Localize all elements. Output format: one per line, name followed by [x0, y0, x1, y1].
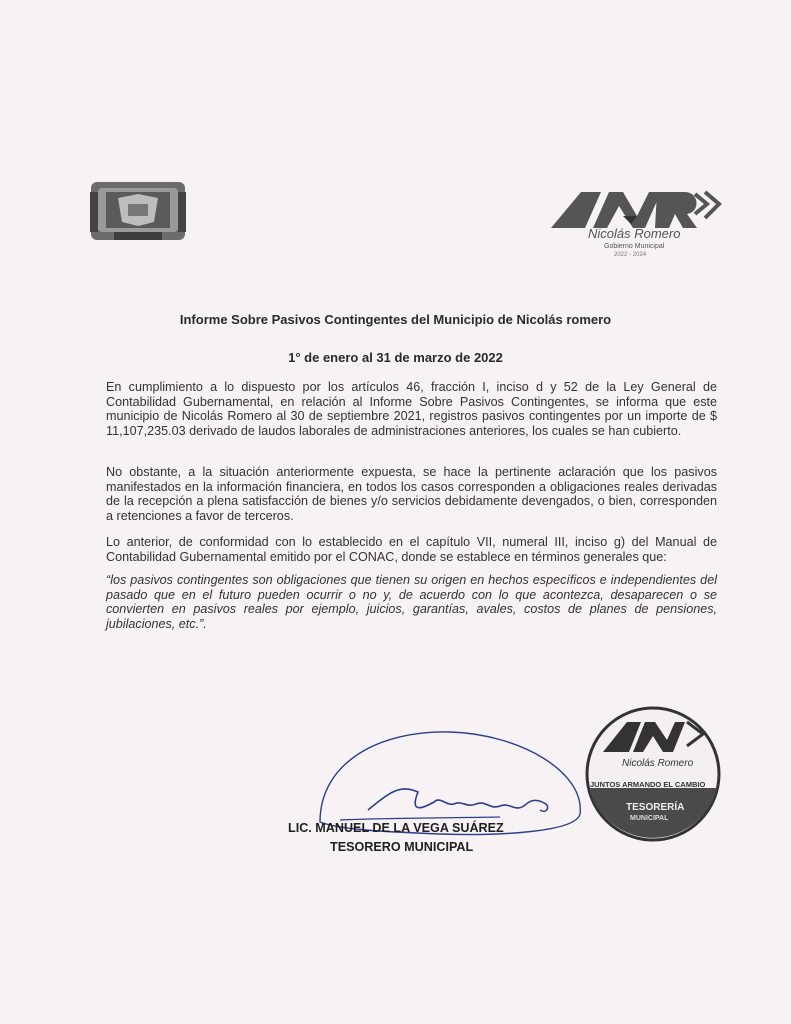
seal-municipality: Nicolás Romero — [622, 758, 694, 769]
seal-office: TESORERÍA — [626, 802, 685, 813]
signer-name: LIC. MANUEL DE LA VEGA SUÁREZ — [288, 821, 504, 835]
paragraph-2: No obstante, a la situación anteriormente expuesta, se hace la pertinente aclaración que los pasivos manifestados en la información financiera, en todos los casos corresponden a obligaciones reales derivadas de la recepción a plena satisfacción de bienes y/o servicios debidamente devengados, o bien, corresponden a retenciones a favor de terceros. — [106, 465, 717, 523]
municipal-crest-icon — [88, 178, 188, 244]
quote-paragraph: “los pasivos contingentes son obligaciones que tienen su origen en hechos específicos e independientes del pasado que en el futuro pueden ocurrir o no y, de acuerdo con lo que acontezca, desaparecen o se convierten en pasivos reales por ejemplo, juicios, garantías, avales, costos de planes de pensiones, jubilaciones, etc.”. — [106, 573, 717, 631]
paragraph-1: En cumplimiento a lo dispuesto por los artículos 46, fracción I, inciso d y 52 de la Ley General de Contabilidad Gubernamental, en relación al Informe Sobre Pasivos Contingentes, se informa que este municipio de Nicolás Romero al 30 de septiembre 2021, registros pasivos contingentes por un importe de $ 11,107,235.03 derivado de laudos laborales de administraciones anteriores, los cuales se han cubierto. — [106, 380, 717, 438]
seal-motto: JUNTOS ARMANDO EL CAMBIO — [590, 780, 706, 789]
paragraph-3: Lo anterior, de conformidad con lo establecido en el capítulo VII, numeral III, inciso g) del Manual de Contabilidad Gubernamental emitido por el CONAC, donde se establece en términos generales que: — [106, 535, 717, 564]
document-title: Informe Sobre Pasivos Contingentes del Municipio de Nicolás romero — [179, 312, 612, 327]
logo-subtitle: Gobierno Municipal — [604, 243, 665, 250]
logo-years: 2022 - 2024 — [614, 252, 647, 258]
logo-municipality: Nicolás Romero — [588, 226, 681, 241]
treasury-seal-icon — [583, 704, 723, 844]
signer-role: TESORERO MUNICIPAL — [330, 840, 474, 854]
seal-office-sub: MUNICIPAL — [630, 815, 669, 822]
document-period: 1° de enero al 31 de marzo de 2022 — [288, 350, 503, 365]
